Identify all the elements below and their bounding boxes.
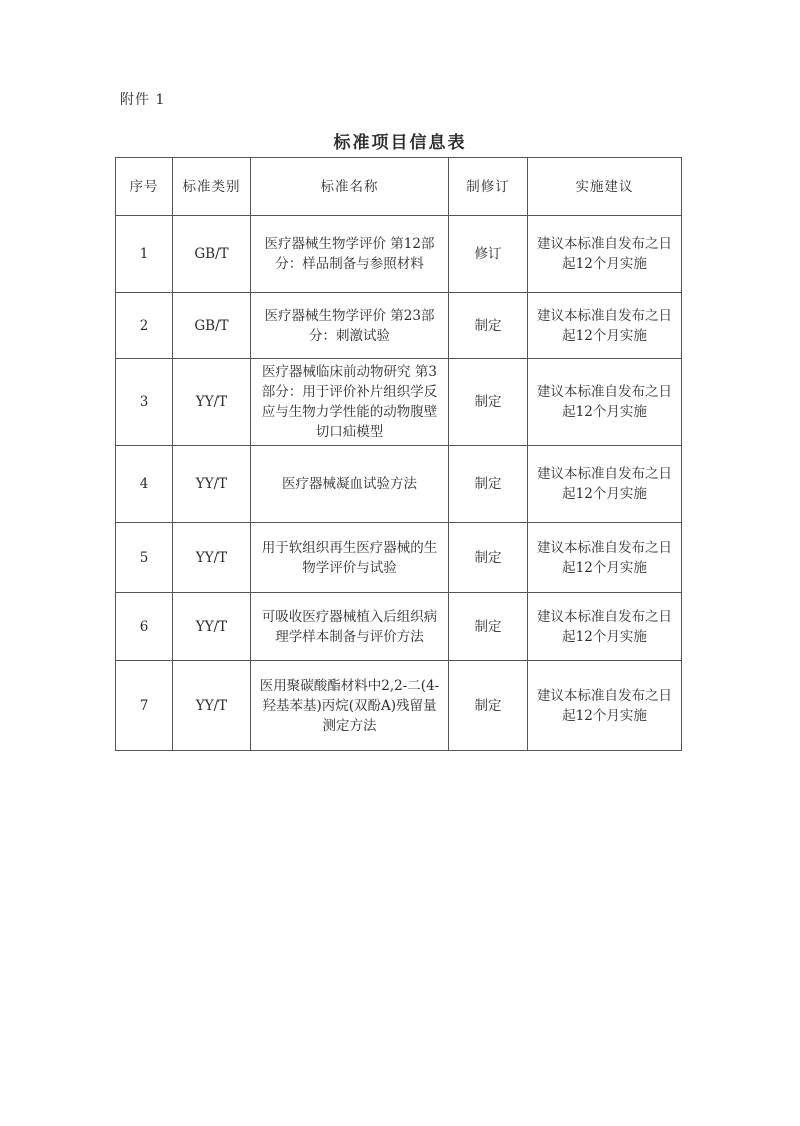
header-suggestion: 实施建议 [528, 158, 682, 216]
cell-type: 制定 [449, 446, 528, 523]
table-header-row [116, 158, 682, 216]
header-name: 标准名称 [251, 158, 449, 216]
header-no: 序号 [116, 158, 173, 216]
cell-no: 5 [116, 523, 173, 593]
table-row [116, 359, 682, 446]
cell-suggestion: 建议本标准自发布之日起12个月实施 [528, 523, 682, 593]
standards-table [115, 157, 682, 751]
cell-category: GB/T [173, 293, 251, 359]
cell-suggestion: 建议本标准自发布之日起12个月实施 [528, 593, 682, 661]
cell-name: 医疗器械生物学评价 第12部分：样品制备与参照材料 [251, 216, 449, 293]
cell-name: 用于软组织再生医疗器械的生物学评价与试验 [251, 523, 449, 593]
cell-suggestion: 建议本标准自发布之日起12个月实施 [528, 293, 682, 359]
cell-suggestion: 建议本标准自发布之日起12个月实施 [528, 446, 682, 523]
cell-name: 医疗器械临床前动物研究 第3部分：用于评价补片组织学反应与生物力学性能的动物腹壁切口疝模型 [251, 359, 449, 446]
cell-category: YY/T [173, 661, 251, 751]
cell-type: 制定 [449, 523, 528, 593]
cell-type: 制定 [449, 593, 528, 661]
cell-category: GB/T [173, 216, 251, 293]
cell-name: 医用聚碳酸酯材料中2,2-二(4-羟基苯基)丙烷(双酚A)残留量测定方法 [251, 661, 449, 751]
cell-type: 制定 [449, 661, 528, 751]
cell-category: YY/T [173, 446, 251, 523]
header-category: 标准类别 [173, 158, 251, 216]
cell-no: 6 [116, 593, 173, 661]
table-row [116, 523, 682, 593]
cell-category: YY/T [173, 523, 251, 593]
table-row [116, 216, 682, 293]
cell-suggestion: 建议本标准自发布之日起12个月实施 [528, 216, 682, 293]
cell-no: 2 [116, 293, 173, 359]
cell-suggestion: 建议本标准自发布之日起12个月实施 [528, 661, 682, 751]
cell-type: 制定 [449, 359, 528, 446]
table-row [116, 293, 682, 359]
table-row [116, 661, 682, 751]
cell-no: 7 [116, 661, 173, 751]
cell-name: 医疗器械凝血试验方法 [251, 446, 449, 523]
attachment-label: 附件 1 [120, 92, 166, 108]
table-row [116, 593, 682, 661]
cell-no: 4 [116, 446, 173, 523]
cell-no: 3 [116, 359, 173, 446]
cell-type: 修订 [449, 216, 528, 293]
cell-suggestion: 建议本标准自发布之日起12个月实施 [528, 359, 682, 446]
page-title: 标准项目信息表 [333, 133, 467, 153]
table-row [116, 446, 682, 523]
header-type: 制修订 [449, 158, 528, 216]
cell-type: 制定 [449, 293, 528, 359]
cell-name: 医疗器械生物学评价 第23部分：刺激试验 [251, 293, 449, 359]
cell-category: YY/T [173, 593, 251, 661]
cell-no: 1 [116, 216, 173, 293]
cell-category: YY/T [173, 359, 251, 446]
cell-name: 可吸收医疗器械植入后组织病理学样本制备与评价方法 [251, 593, 449, 661]
